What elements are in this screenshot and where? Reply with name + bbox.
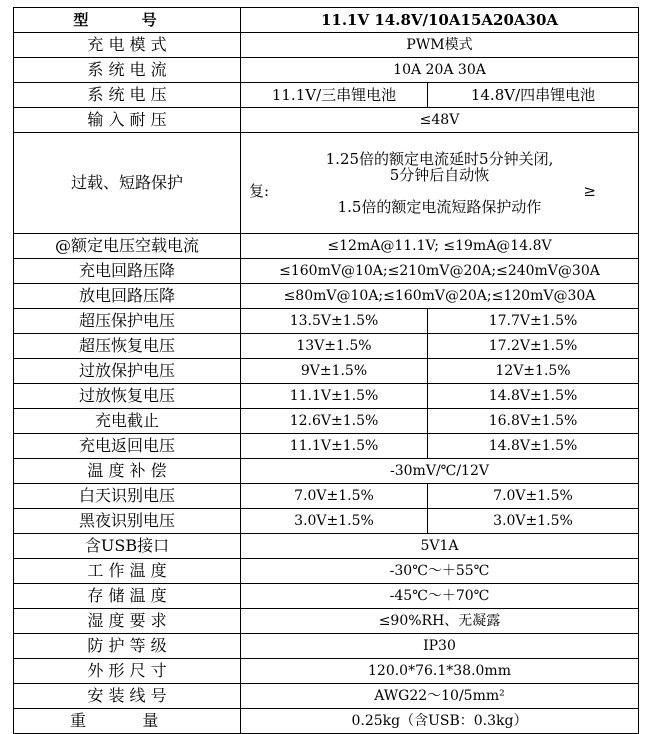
- table-row: [14, 659, 639, 684]
- table-row: [14, 684, 639, 709]
- charge-drop-value: ≤160mV@10A;≤210mV@20A;≤240mV@30A: [241, 259, 639, 284]
- work-temp-label: 工 作 温 度: [14, 559, 241, 584]
- night-detect-4s: 3.0V±1.5%: [428, 509, 639, 534]
- od-recover-4s: 14.8V±1.5%: [428, 384, 639, 409]
- table-row: [14, 559, 639, 584]
- charge-cutoff-label: 充电截止: [14, 409, 241, 434]
- table-row: [14, 459, 639, 484]
- ip-value: IP30: [241, 634, 639, 659]
- table-row: [14, 609, 639, 634]
- protection-label: 过载、短路保护: [14, 133, 241, 234]
- table-row: [14, 384, 639, 409]
- protection-value: [241, 133, 639, 234]
- discharge-drop-value: ≤80mV@10A;≤160mV@20A;≤120mV@30A: [241, 284, 639, 309]
- system-voltage-label: 系 统 电 压: [14, 83, 241, 108]
- wire-label: 安 装 线 号: [14, 684, 241, 709]
- noload-current-value: ≤12mA@11.1V; ≤19mA@14.8V: [241, 234, 639, 259]
- protection-line-3: [243, 183, 636, 199]
- charge-return-3s: 11.1V±1.5%: [241, 434, 428, 459]
- table-row: [14, 509, 639, 534]
- temp-comp-label: 温 度 补 偿: [14, 459, 241, 484]
- system-voltage-4s: 14.8V/四串锂电池: [428, 83, 639, 108]
- charge-cutoff-3s: 12.6V±1.5%: [241, 409, 428, 434]
- day-detect-label: 白天识别电压: [14, 484, 241, 509]
- charge-return-4s: 14.8V±1.5%: [428, 434, 639, 459]
- table-row: [14, 108, 639, 133]
- over-recover-4s: 17.2V±1.5%: [428, 334, 639, 359]
- input-withstand-label: 输 入 耐 压: [14, 108, 241, 133]
- wire-value: AWG22～10/5mm²: [241, 684, 639, 709]
- humidity-value: ≤90%RH、无凝露: [241, 609, 639, 634]
- usb-value: 5V1A: [241, 534, 639, 559]
- over-protect-label: 超压保护电压: [14, 309, 241, 334]
- over-protect-4s: 17.7V±1.5%: [428, 309, 639, 334]
- humidity-label: 湿 度 要 求: [14, 609, 241, 634]
- store-temp-label: 存 储 温 度: [14, 584, 241, 609]
- table-row: [14, 484, 639, 509]
- table-row: [14, 709, 639, 734]
- ip-label: 防 护 等 级: [14, 634, 241, 659]
- over-recover-label: 超压恢复电压: [14, 334, 241, 359]
- table-row: [14, 8, 639, 33]
- table-row: [14, 234, 639, 259]
- charge-mode-value: PWM模式: [241, 33, 639, 58]
- od-recover-label: 过放恢复电压: [14, 384, 241, 409]
- store-temp-value: -45℃～＋70℃: [241, 584, 639, 609]
- table-row: [14, 309, 639, 334]
- table-row: [14, 284, 639, 309]
- od-protect-4s: 12V±1.5%: [428, 359, 639, 384]
- od-recover-3s: 11.1V±1.5%: [241, 384, 428, 409]
- protection-line-2: 5分钟后自动恢: [389, 166, 490, 184]
- temp-comp-value: -30mV/℃/12V: [241, 459, 639, 484]
- table-row: [14, 584, 639, 609]
- model-label: 型 号: [14, 8, 241, 33]
- usb-label: 含USB接口: [14, 534, 241, 559]
- over-protect-3s: 13.5V±1.5%: [241, 309, 428, 334]
- input-withstand-value: ≤48V: [241, 108, 639, 133]
- protection-line-4: 1.5倍的额定电流短路保护动作: [337, 198, 542, 216]
- protection-recover-text: 复:: [249, 182, 270, 200]
- table-row: [14, 534, 639, 559]
- charge-mode-label: 充 电 模 式: [14, 33, 241, 58]
- table-row: [14, 33, 639, 58]
- noload-current-label: @额定电压空载电流: [14, 234, 241, 259]
- model-value: 11.1V 14.8V/10A15A20A30A: [241, 8, 639, 33]
- charge-return-label: 充电返回电压: [14, 434, 241, 459]
- table-row: [14, 359, 639, 384]
- system-current-label: 系 统 电 流: [14, 58, 241, 83]
- table-row: [14, 409, 639, 434]
- discharge-drop-label: 放电回路压降: [14, 284, 241, 309]
- od-protect-3s: 9V±1.5%: [241, 359, 428, 384]
- day-detect-4s: 7.0V±1.5%: [428, 484, 639, 509]
- charge-drop-label: 充电回路压降: [14, 259, 241, 284]
- work-temp-value: -30℃～＋55℃: [241, 559, 639, 584]
- weight-label: 重 量: [14, 709, 241, 734]
- table-row: [14, 83, 639, 108]
- table-row: [14, 58, 639, 83]
- table-row: [14, 634, 639, 659]
- charge-cutoff-4s: 16.8V±1.5%: [428, 409, 639, 434]
- weight-value: 0.25kg（含USB：0.3kg）: [241, 709, 639, 734]
- system-voltage-3s: 11.1V/三串锂电池: [241, 83, 428, 108]
- table-row: [14, 133, 639, 234]
- over-recover-3s: 13V±1.5%: [241, 334, 428, 359]
- system-current-value: 10A 20A 30A: [241, 58, 639, 83]
- day-detect-3s: 7.0V±1.5%: [241, 484, 428, 509]
- size-value: 120.0*76.1*38.0mm: [241, 659, 639, 684]
- size-label: 外 形 尺 寸: [14, 659, 241, 684]
- night-detect-label: 黑夜识别电压: [14, 509, 241, 534]
- protection-ge-symbol: ≥: [583, 182, 596, 200]
- od-protect-label: 过放保护电压: [14, 359, 241, 384]
- protection-line-1: 1.25倍的额定电流延时5分钟关闭,: [325, 150, 554, 168]
- night-detect-3s: 3.0V±1.5%: [241, 509, 428, 534]
- table-row: [14, 259, 639, 284]
- spec-table: [13, 7, 639, 734]
- table-row: [14, 334, 639, 359]
- table-row: [14, 434, 639, 459]
